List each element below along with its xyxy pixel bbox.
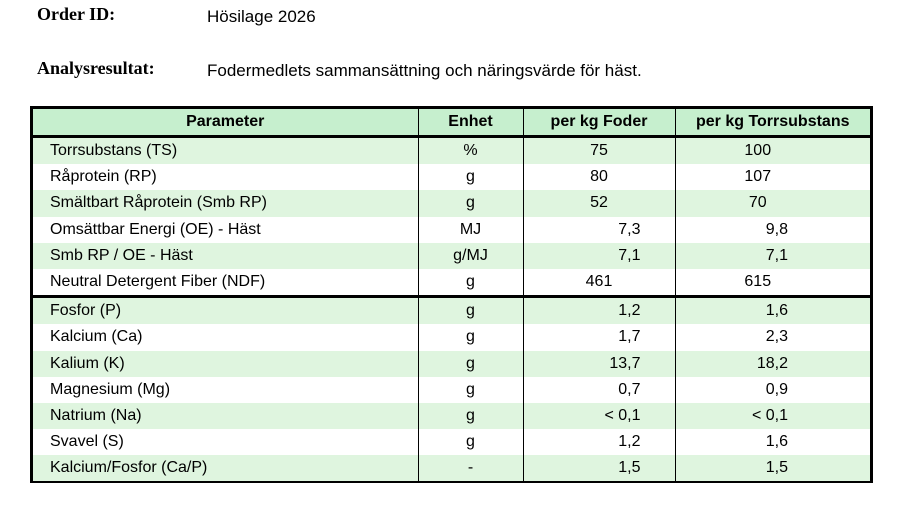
per-kg-ts-cell: 0,9 <box>675 377 870 403</box>
table-header-row <box>33 109 870 137</box>
unit-cell: g <box>418 164 523 190</box>
table-row <box>33 455 870 481</box>
per-kg-ts-cell: 107 <box>675 164 870 190</box>
table-row <box>33 351 870 377</box>
parameter-cell: Neutral Detergent Fiber (NDF) <box>33 269 418 297</box>
parameter-cell: Torrsubstans (TS) <box>33 137 418 165</box>
unit-cell: g <box>418 377 523 403</box>
table-row <box>33 297 870 325</box>
table-row <box>33 190 870 216</box>
unit-cell: g <box>418 190 523 216</box>
analysis-row <box>37 58 642 80</box>
unit-cell: g <box>418 269 523 297</box>
parameter-cell: Svavel (S) <box>33 429 418 455</box>
parameter-cell: Omsättbar Energi (OE) - Häst <box>33 217 418 243</box>
table-row <box>33 217 870 243</box>
unit-cell: g <box>418 403 523 429</box>
header-per-kg-foder: per kg Foder <box>523 109 675 137</box>
per-kg-foder-cell: < 0,1 <box>523 403 675 429</box>
table-row <box>33 269 870 297</box>
parameter-cell: Smb RP / OE - Häst <box>33 243 418 269</box>
per-kg-ts-cell: 9,8 <box>675 217 870 243</box>
unit-cell: g <box>418 297 523 325</box>
order-id-row <box>37 4 316 26</box>
per-kg-foder-cell: 80 <box>523 164 675 190</box>
unit-cell: % <box>418 137 523 165</box>
unit-cell: g <box>418 324 523 350</box>
per-kg-ts-cell: 1,6 <box>675 429 870 455</box>
per-kg-foder-cell: 7,1 <box>523 243 675 269</box>
table-row <box>33 243 870 269</box>
parameter-cell: Natrium (Na) <box>33 403 418 429</box>
unit-cell: MJ <box>418 217 523 243</box>
per-kg-foder-cell: 52 <box>523 190 675 216</box>
per-kg-ts-cell: 100 <box>675 137 870 165</box>
parameter-cell: Magnesium (Mg) <box>33 377 418 403</box>
per-kg-ts-cell: 1,5 <box>675 455 870 481</box>
per-kg-foder-cell: 1,7 <box>523 324 675 350</box>
results-table-grid <box>33 109 870 481</box>
per-kg-foder-cell: 75 <box>523 137 675 165</box>
per-kg-foder-cell: 1,5 <box>523 455 675 481</box>
table-row <box>33 324 870 350</box>
per-kg-ts-cell: 2,3 <box>675 324 870 350</box>
results-table <box>30 106 873 483</box>
table-row <box>33 137 870 165</box>
analysis-value: Fodermedlets sammansättning och näringsvärde för häst. <box>207 61 642 80</box>
header-parameter: Parameter <box>33 109 418 137</box>
parameter-cell: Kalium (K) <box>33 351 418 377</box>
per-kg-ts-cell: < 0,1 <box>675 403 870 429</box>
header-unit: Enhet <box>418 109 523 137</box>
table-row <box>33 164 870 190</box>
per-kg-ts-cell: 615 <box>675 269 870 297</box>
order-id-value: Hösilage 2026 <box>207 7 316 26</box>
table-row <box>33 403 870 429</box>
parameter-cell: Kalcium (Ca) <box>33 324 418 350</box>
parameter-cell: Smältbart Råprotein (Smb RP) <box>33 190 418 216</box>
order-id-label: Order ID: <box>37 4 116 24</box>
per-kg-ts-cell: 7,1 <box>675 243 870 269</box>
per-kg-foder-cell: 1,2 <box>523 297 675 325</box>
table-row <box>33 429 870 455</box>
per-kg-foder-cell: 461 <box>523 269 675 297</box>
unit-cell: g/MJ <box>418 243 523 269</box>
parameter-cell: Kalcium/Fosfor (Ca/P) <box>33 455 418 481</box>
parameter-cell: Råprotein (RP) <box>33 164 418 190</box>
per-kg-foder-cell: 0,7 <box>523 377 675 403</box>
unit-cell: - <box>418 455 523 481</box>
parameter-cell: Fosfor (P) <box>33 297 418 325</box>
unit-cell: g <box>418 351 523 377</box>
unit-cell: g <box>418 429 523 455</box>
table-row <box>33 377 870 403</box>
per-kg-ts-cell: 18,2 <box>675 351 870 377</box>
per-kg-foder-cell: 7,3 <box>523 217 675 243</box>
per-kg-ts-cell: 70 <box>675 190 870 216</box>
header-per-kg-ts: per kg Torrsubstans <box>675 109 870 137</box>
per-kg-foder-cell: 1,2 <box>523 429 675 455</box>
per-kg-ts-cell: 1,6 <box>675 297 870 325</box>
per-kg-foder-cell: 13,7 <box>523 351 675 377</box>
analysis-label: Analysresultat: <box>37 58 155 78</box>
